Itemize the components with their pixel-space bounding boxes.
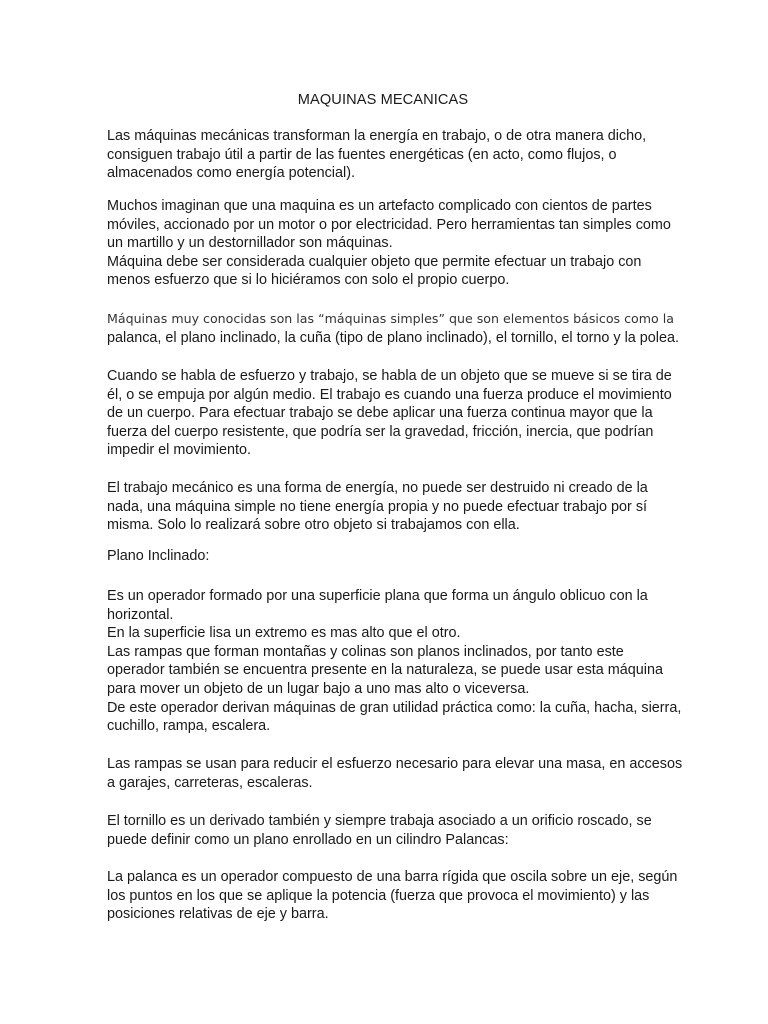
- text-line: posiciones relativas de eje y barra.: [107, 906, 329, 923]
- text-line: Las máquinas mecánicas transforman la energía en trabajo, o de otra manera dicho,: [107, 128, 647, 144]
- text-line: almacenados como energía potencial).: [107, 165, 355, 182]
- paragraph-screw: [107, 812, 667, 849]
- paragraph-simple-machines: [107, 310, 679, 347]
- text-line: cuchillo, rampa, escalera.: [107, 718, 271, 735]
- text-line: horizontal.: [107, 606, 174, 623]
- text-line: los puntos en los que se aplique la potencia (fuerza que provoca el movimiento) y las: [107, 887, 650, 904]
- text-line: móviles, accionado por un motor o por electricidad. Pero herramientas tan simples como: [107, 216, 671, 233]
- text-line: para mover un objeto de un lugar bajo a uno mas alto o viceversa.: [107, 680, 530, 697]
- text-line: Las rampas se usan para reducir el esfuerzo necesario para elevar una masa, en accesos: [107, 756, 683, 772]
- paragraph-intro: [107, 127, 667, 183]
- text-line: menos esfuerzo que si lo hiciéramos con solo el propio cuerpo.: [107, 272, 510, 289]
- section-heading-inclined-plane: [107, 547, 667, 566]
- text-line: Cuando se habla de esfuerzo y trabajo, se habla de un objeto que se mueve si se tira de: [107, 368, 672, 384]
- text-line: puede definir como un plano enrollado en un cilindro Palancas:: [107, 831, 509, 848]
- paragraph-lever: [107, 868, 678, 924]
- text-line: El tornillo es un derivado también y siempre trabaja asociado a un orificio roscado, se: [107, 813, 652, 829]
- paragraph-ramps: [107, 755, 683, 792]
- paragraph-inclined-plane: [107, 587, 682, 736]
- text-line: a garajes, carreteras, escaleras.: [107, 774, 313, 791]
- text-line: operador también se encuentra presente en la naturaleza, se puede usar esta máquina: [107, 662, 664, 679]
- paragraph-work-and-effort: [107, 367, 672, 460]
- document-title: MAQUINAS MECANICAS: [297, 92, 469, 108]
- text-line: palanca, el plano inclinado, la cuña (tipo de plano inclinado), el tornillo, el torno y la polea.: [107, 329, 679, 346]
- text-line: de un cuerpo. Para efectuar trabajo se debe aplicar una fuerza continua mayor que la: [107, 405, 653, 422]
- text-line: Máquinas muy conocidas son las “máquinas simples” que son elementos básicos como la: [107, 311, 674, 326]
- text-line: Es un operador formado por una superficie plana que forma un ángulo oblicuo con la: [107, 588, 648, 604]
- text-line: El trabajo mecánico es una forma de energía, no puede ser destruido ni creado de la: [107, 480, 648, 496]
- text-line: impedir el movimiento.: [107, 442, 251, 459]
- text-line: Máquina debe ser considerada cualquier objeto que permite efectuar un trabajo con: [107, 253, 642, 270]
- text-line: un martillo y un destornillador son máquinas.: [107, 235, 393, 252]
- text-line: Plano Inclinado:: [107, 548, 210, 564]
- text-line: consiguen trabajo útil a partir de las fuentes energéticas (en acto, como flujos, o: [107, 146, 617, 163]
- paragraph-mechanical-work: [107, 479, 667, 535]
- text-line: De este operador derivan máquinas de gran utilidad práctica como: la cuña, hacha, sierra,: [107, 699, 682, 716]
- text-line: misma. Solo lo realizará sobre otro objeto si trabajamos con ella.: [107, 517, 520, 534]
- text-line: nada, una máquina simple no tiene energía propia y no puede efectuar trabajo por sí: [107, 498, 648, 515]
- paragraph-machines-definition: [107, 197, 671, 290]
- text-line: fuerza del cuerpo resistente, que podría ser la gravedad, fricción, inercia, que podrían: [107, 423, 654, 440]
- text-line: Las rampas que forman montañas y colinas son planos inclinados, por tanto este: [107, 643, 624, 660]
- text-line: En la superficie lisa un extremo es mas alto que el otro.: [107, 625, 461, 642]
- text-line: La palanca es un operador compuesto de una barra rígida que oscila sobre un eje, según: [107, 869, 678, 885]
- text-line: Muchos imaginan que una maquina es un artefacto complicado con cientos de partes: [107, 198, 652, 214]
- text-line: él, o se empuja por algún medio. El trabajo es cuando una fuerza produce el movimiento: [107, 386, 672, 403]
